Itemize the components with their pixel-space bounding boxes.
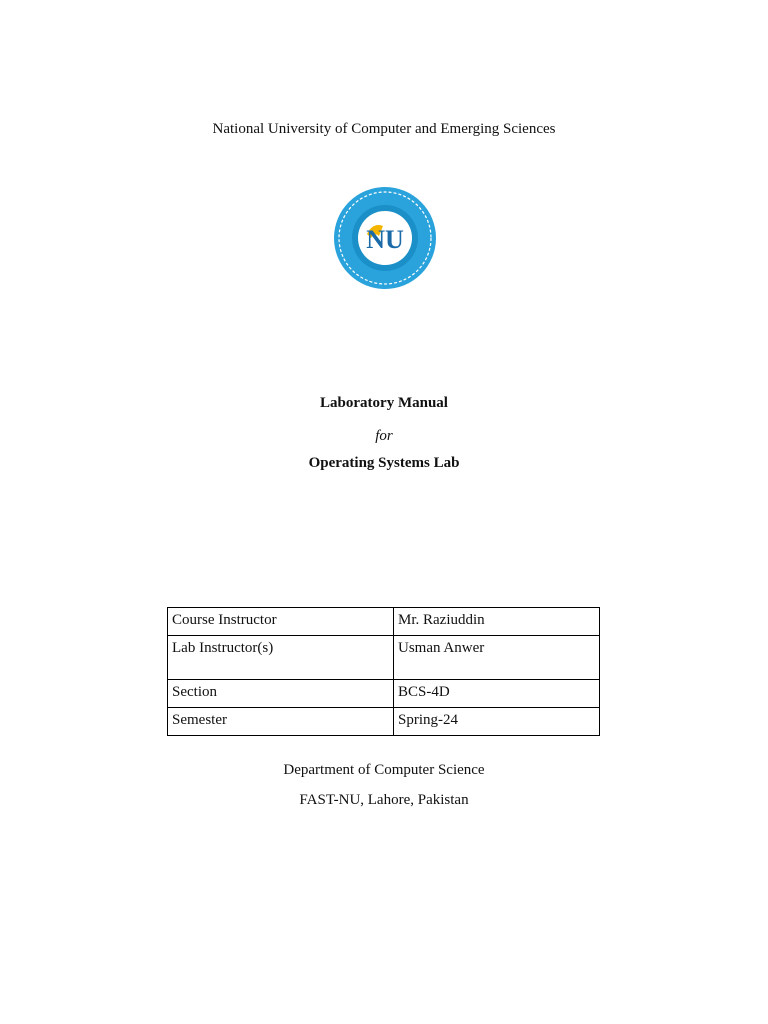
info-value: Usman Anwer (394, 636, 600, 680)
course-title: Operating Systems Lab (308, 455, 460, 471)
info-table (167, 607, 600, 736)
manual-for: for (375, 428, 393, 444)
table-row (168, 608, 600, 636)
info-value: BCS-4D (394, 680, 600, 708)
table-row (168, 680, 600, 708)
info-value: Mr. Raziuddin (394, 608, 600, 636)
department-name: Department of Computer Science (283, 762, 485, 778)
table-row (168, 708, 600, 736)
info-label: Lab Instructor(s) (168, 636, 394, 680)
info-label: Course Instructor (168, 608, 394, 636)
university-name: National University of Computer and Emerging Sciences (212, 121, 556, 137)
info-value: Spring-24 (394, 708, 600, 736)
info-label: Semester (168, 708, 394, 736)
manual-title: Laboratory Manual (320, 395, 448, 411)
campus-location: FAST-NU, Lahore, Pakistan (299, 792, 469, 808)
university-logo (333, 186, 437, 290)
table-row (168, 636, 600, 680)
info-label: Section (168, 680, 394, 708)
svg-text:NU: NU (366, 225, 404, 254)
